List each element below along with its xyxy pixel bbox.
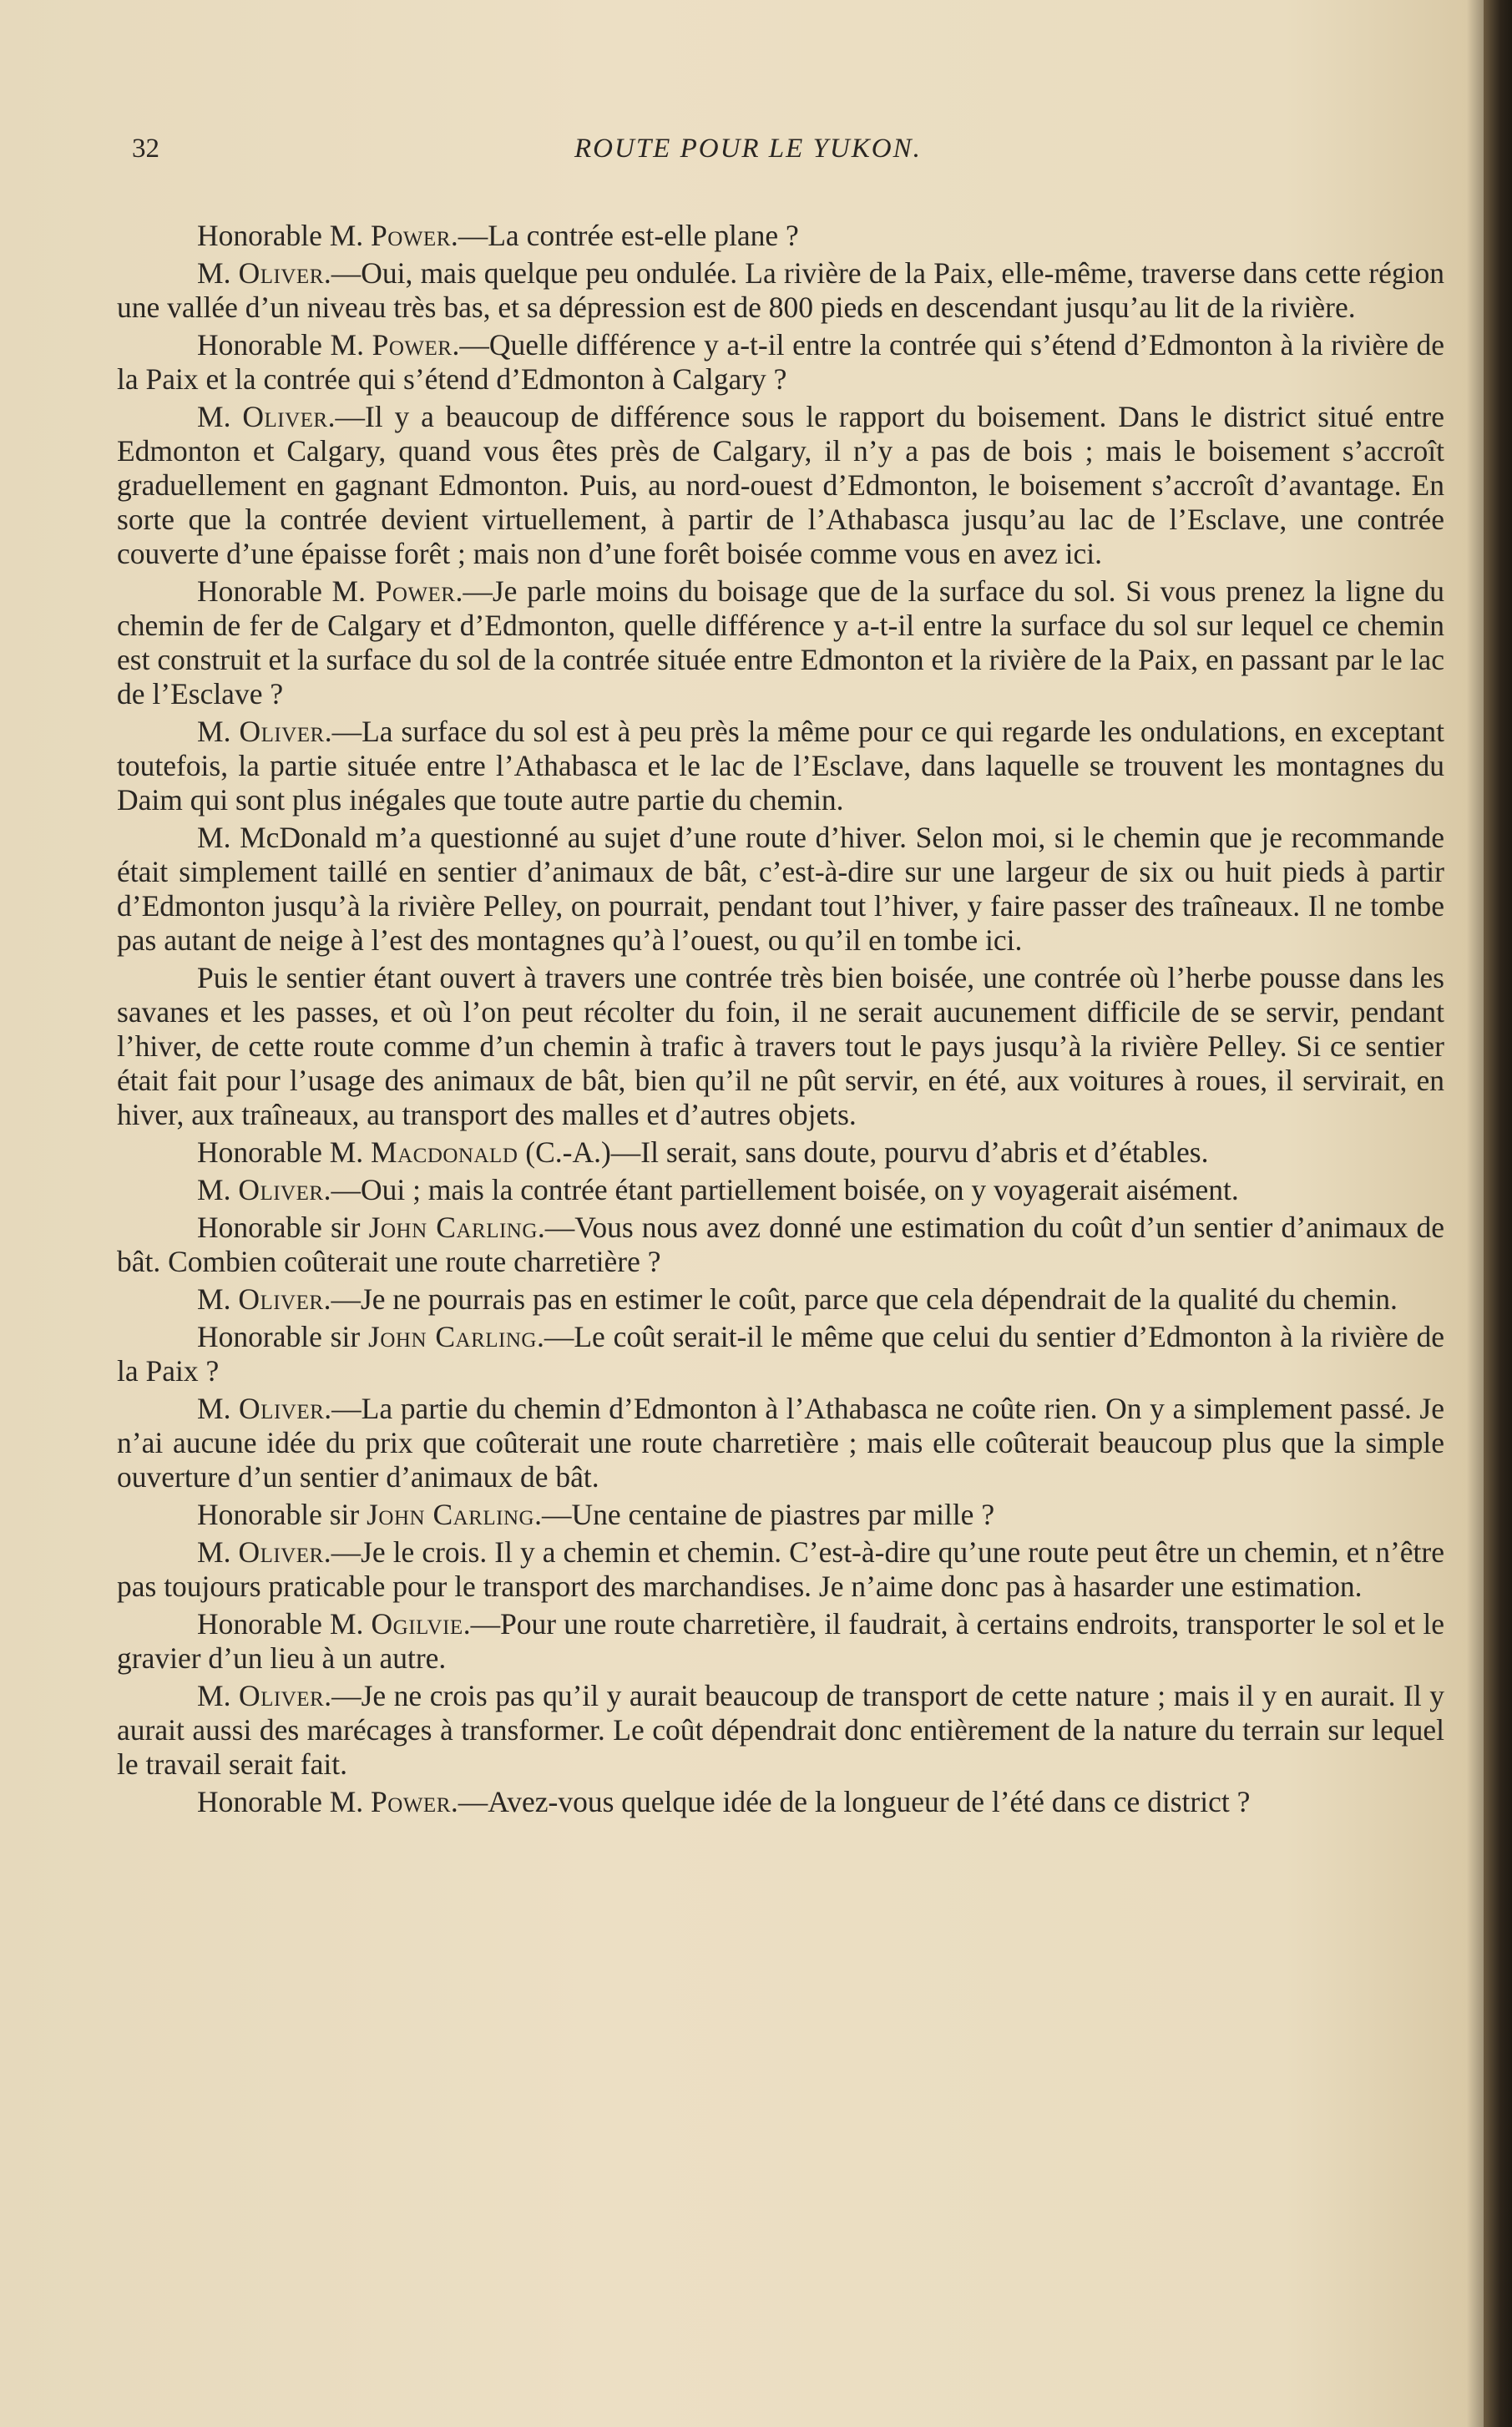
speaker-name: Ogilvie	[371, 1607, 463, 1641]
speaker-name: Oliver	[239, 715, 325, 748]
speaker-name: John Carling	[367, 1498, 535, 1531]
paragraph-text: .—Une centaine de piastres par mille ?	[534, 1498, 995, 1531]
paragraph-text: .—Pour une route charretière, il faudrait, à certains endroits, transporter le sol et le gravier d’un lieu à un autre.	[117, 1607, 1444, 1675]
speaker-name: John Carling	[368, 1320, 537, 1353]
speaker-title: Honorable sir	[197, 1211, 369, 1244]
speaker-name: Oliver	[238, 1173, 324, 1206]
speaker-name: John Carling	[368, 1211, 538, 1244]
paragraph	[117, 1535, 1444, 1604]
speaker-name: Oliver	[238, 1535, 324, 1569]
paragraph	[117, 1679, 1444, 1782]
paragraph	[117, 715, 1444, 817]
running-title: ROUTE POUR LE YUKON.	[574, 134, 922, 164]
paragraph	[117, 1135, 1444, 1170]
paragraph-text: .—Avez-vous quelque idée de la longueur de l’été dans ce district ?	[450, 1785, 1251, 1818]
speaker-name: Power	[371, 219, 451, 252]
speaker-title: Honorable M.	[197, 1607, 372, 1641]
speaker-title: M.	[197, 256, 239, 290]
paragraph-text: .—La partie du chemin d’Edmonton à l’Athabasca ne coûte rien. On y a simplement passé. Je n’ai aucune idée du prix que coûterait une route charretière ; mais elle coûterait beaucoup plus que la simple ouverture d’un sentier d’animaux de bât.	[117, 1392, 1444, 1494]
paragraph	[117, 328, 1444, 397]
page-header	[132, 134, 1434, 175]
speaker-title: Honorable M.	[197, 1135, 372, 1169]
paragraph-text: .—Je le crois. Il y a chemin et chemin. C’est-à-dire qu’une route peut être un chemin, et n’être pas toujours praticable pour le transport des marchandises. Je n’aime donc pas à hasarder une estimation.	[117, 1535, 1444, 1603]
paragraph-text: (C.-A.)—Il serait, sans doute, pourvu d’abris et d’étables.	[518, 1135, 1209, 1169]
paragraph-text: .—Je parle moins du boisage que de la surface du sol. Si vous prenez la ligne du chemin de fer de Calgary et d’Edmonton, quelle différence y a-t-il entre la surface du sol sur lequel ce chemin est construit et la surface du sol de la contrée située entre Edmonton et la rivière de la Paix, en passant par le lac de l’Esclave ?	[117, 574, 1444, 710]
speaker-title: Honorable M.	[197, 574, 376, 608]
paragraph	[117, 1320, 1444, 1388]
paragraph-text: .—Je ne crois pas qu’il y aurait beaucoup de transport de cette nature ; mais il y en aurait. Il y aurait aussi des marécages à transformer. Le coût dépendrait donc entièrement de la nature du terrain sur lequel le travail serait fait.	[117, 1679, 1444, 1781]
paragraph	[117, 256, 1444, 325]
paragraph-text: .—Je ne pourrais pas en estimer le coût, parce que cela dépendrait de la qualité du chemin.	[323, 1282, 1398, 1316]
speaker-name: Oliver	[242, 400, 328, 433]
speaker-title: M.	[197, 400, 243, 433]
speaker-title: M.	[197, 1392, 240, 1425]
speaker-name: Oliver	[238, 1282, 324, 1316]
speaker-title: M.	[197, 1679, 239, 1712]
speaker-name: Oliver	[238, 1679, 325, 1712]
speaker-title: Honorable M.	[197, 328, 372, 362]
speaker-title: M.	[197, 715, 240, 748]
paragraph-text: .—Oui ; mais la contrée étant partiellement boisée, on y voyagerait aisément.	[323, 1173, 1239, 1206]
book-spine-edge	[1484, 0, 1512, 2427]
speaker-name: Power	[371, 1785, 451, 1818]
paragraph	[117, 1282, 1444, 1317]
speaker-name: Oliver	[239, 1392, 325, 1425]
paragraph-text: .—Il y a beaucoup de différence sous le rapport du boisement. Dans le district situé entre Edmonton et Calgary, quand vous êtes près de Calgary, il n’y a pas de bois ; mais le boisement s’accroît graduellement en gagnant Edmonton. Puis, au nord-ouest d’Edmonton, le boisement s’accroît d’avantage. En sorte que la contrée devient virtuellement, à partir de l’Athabasca jusqu’au lac de l’Esclave, une contrée couverte d’une épaisse forêt ; mais non d’une forêt boisée comme vous en avez ici.	[117, 400, 1444, 570]
speaker-name: Power	[375, 574, 456, 608]
paragraph	[117, 1392, 1444, 1494]
paragraph	[117, 219, 1444, 253]
body-text	[117, 219, 1444, 1823]
paragraph-text: Puis le sentier étant ouvert à travers une contrée très bien boisée, une contrée où l’herbe pousse dans les savanes et les passes, et où l’on peut récolter du foin, il ne serait aucunement difficile de se servir, pendant l’hiver, de cette route comme d’un chemin à trafic à travers tout le pays jusqu’à la rivière Pelley. Si ce sentier était fait pour l’usage des animaux de bât, bien qu’il ne pût servir, en été, aux voitures à roues, il servirait, en hiver, aux traîneaux, au transport des malles et d’autres objets.	[117, 961, 1444, 1131]
paragraph-text: M. McDonald m’a questionné au sujet d’une route d’hiver. Selon moi, si le chemin que je recommande était simplement taillé en sentier d’animaux de bât, c’est-à-dire sur une largeur de six ou huit pieds à partir d’Edmonton jusqu’à la rivière Pelley, on pourrait, pendant tout l’hiver, y faire passer des traîneaux. Il ne tombe pas autant de neige à l’est des montagnes qu’à l’ouest, ou qu’il en tombe ici.	[117, 821, 1444, 957]
paragraph-text: .—Oui, mais quelque peu ondulée. La rivière de la Paix, elle-même, traverse dans cette région une vallée d’un niveau très bas, et sa dépression est de 800 pieds en descendant jusqu’au lit de la rivière.	[117, 256, 1444, 324]
paragraph	[117, 1498, 1444, 1532]
paragraph	[117, 574, 1444, 711]
paragraph	[117, 1785, 1444, 1819]
speaker-title: M.	[197, 1173, 239, 1206]
speaker-name: Oliver	[238, 256, 324, 290]
paragraph-text: .—Vous nous avez donné une estimation du coût d’un sentier d’animaux de bât. Combien coûterait une route charretière ?	[117, 1211, 1444, 1278]
paragraph	[117, 1173, 1444, 1207]
speaker-title: M.	[197, 1535, 239, 1569]
paragraph	[117, 400, 1444, 571]
page-number: 32	[132, 134, 159, 164]
paragraph	[117, 821, 1444, 958]
speaker-title: Honorable sir	[197, 1320, 369, 1353]
paragraph	[117, 961, 1444, 1132]
speaker-name: Power	[372, 328, 453, 362]
paragraph-text: .—Quelle différence y a-t-il entre la contrée qui s’étend d’Edmonton à la rivière de la Paix et la contrée qui s’étend d’Edmonton à Calgary ?	[117, 328, 1444, 396]
paragraph-text: .—Le coût serait-il le même que celui du sentier d’Edmonton à la rivière de la Paix ?	[117, 1320, 1445, 1388]
speaker-name: Macdonald	[371, 1135, 518, 1169]
paragraph	[117, 1211, 1444, 1279]
speaker-title: M.	[197, 1282, 239, 1316]
paragraph-text: .—La surface du sol est à peu près la même pour ce qui regarde les ondulations, en exceptant toutefois, la partie située entre l’Athabasca et le lac de l’Esclave, dans laquelle se trouvent les montagnes du Daim qui sont plus inégales que toute autre partie du chemin.	[117, 715, 1444, 817]
speaker-title: Honorable M.	[197, 1785, 372, 1818]
speaker-title: Honorable sir	[197, 1498, 367, 1531]
paragraph	[117, 1607, 1444, 1676]
paragraph-text: .—La contrée est-elle plane ?	[450, 219, 799, 252]
speaker-title: Honorable M.	[197, 219, 372, 252]
